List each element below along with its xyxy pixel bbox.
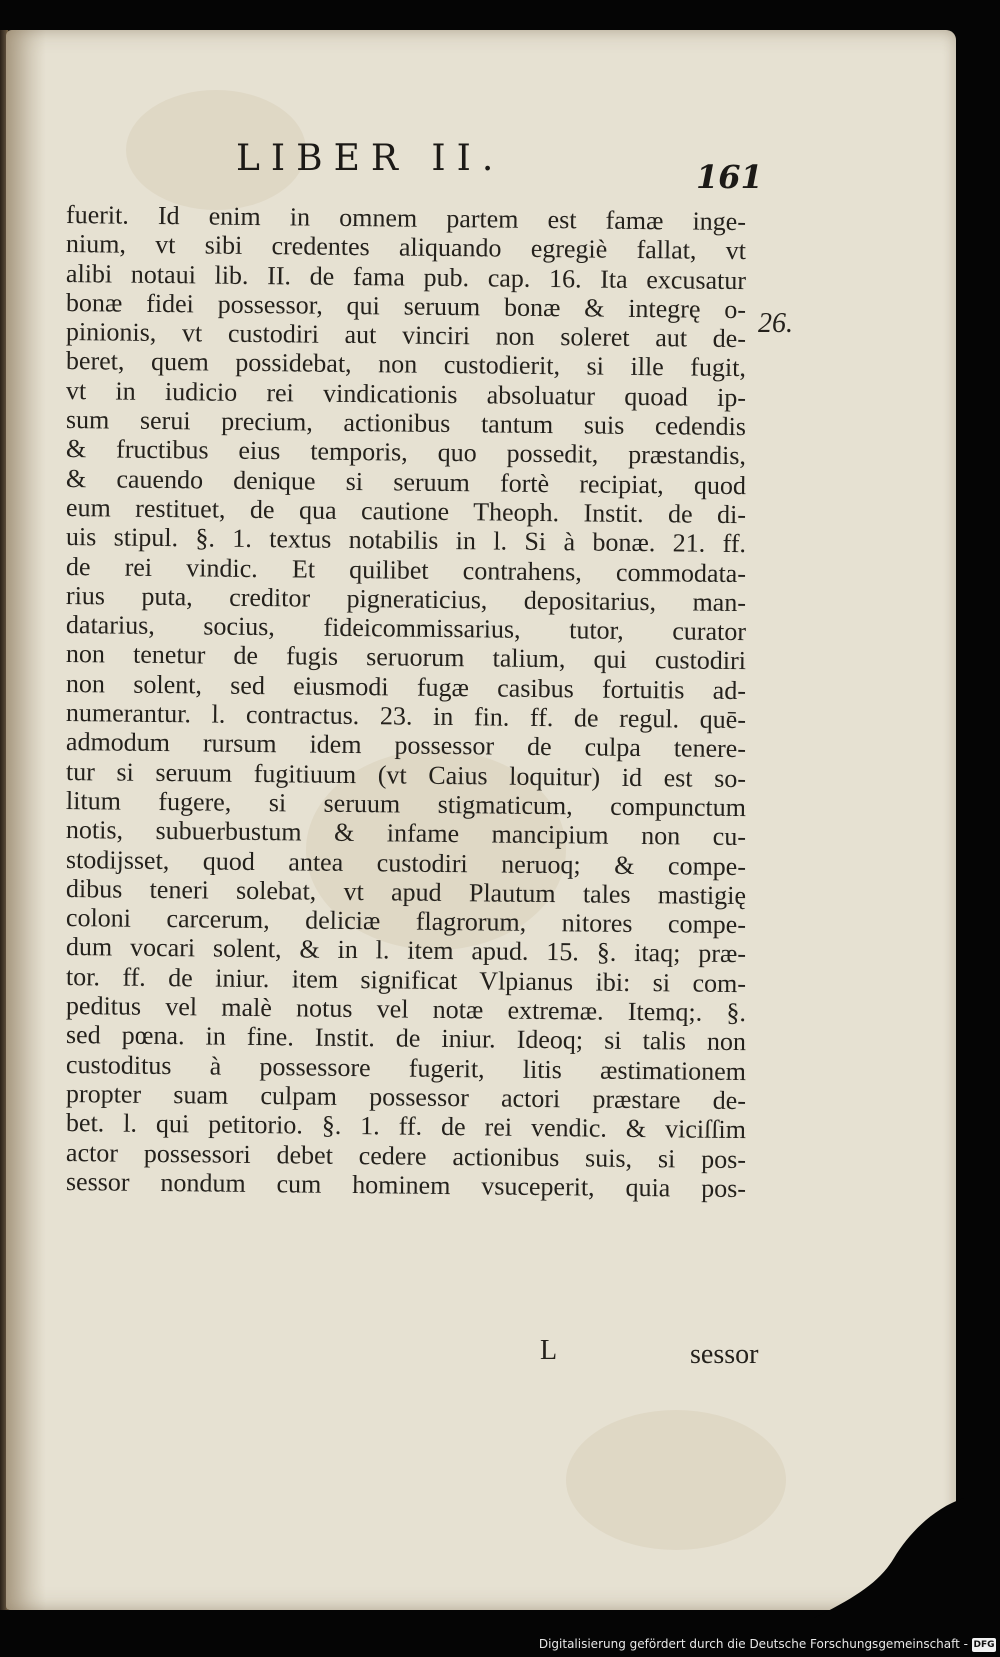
text-line: alibi notaui lib. II. de fama pub. cap. 16. Ita excusatur: [65, 258, 747, 295]
text-line: beret, quem possidebat, non custodierit, si ille fugit,: [65, 346, 747, 383]
text-line: bonæ fidei possessor, qui seruum bonæ & integrę o-: [65, 287, 747, 325]
text-line: nium, vt sibi credentes aliquando egregiè fallat, vt: [65, 229, 747, 266]
text-line: tor. ff. de iniur. item significat Vlpianus ibi: si com-: [65, 961, 747, 998]
text-line: tur si seruum fugitiuum (vt Caius loquitur) id est so-: [65, 756, 747, 793]
text-line: sed pœna. in fine. Instit. de iniur. Ideoq; si talis non: [65, 1020, 747, 1057]
text-line: vt in iudicio rei vindicationis absoluatur quoad ip-: [65, 375, 747, 412]
book-page: [6, 30, 956, 1610]
text-line: peditus vel malè notus vel notæ extremæ. Itemq;. §.: [65, 991, 747, 1028]
text-line: litum fugere, si seruum stigmaticum, compunctum: [65, 785, 747, 823]
paper-foxing: [566, 1410, 786, 1550]
text-line: custoditus à possessore fugerit, litis æstimationem: [65, 1049, 747, 1086]
torn-corner: [814, 1498, 964, 1618]
running-head: LIBER II.: [236, 138, 505, 179]
catchword: sessor: [690, 1339, 759, 1370]
text-line: fuerit. Id enim in omnem partem est famæ inge-: [65, 200, 747, 237]
body-text: [65, 200, 747, 1203]
text-line: & cauendo denique si seruum fortè recipiat, quod: [65, 463, 747, 500]
text-line: eum restituet, de qua cautione Theoph. Instit. de di-: [65, 492, 747, 530]
text-line: actor possessori debet cedere actionibus suis, si pos-: [65, 1137, 747, 1174]
text-line: de rei vindic. Et quilibet contrahens, commodata-: [65, 551, 747, 588]
dfg-logo-icon: DFG: [973, 1640, 995, 1650]
text-line: notis, subuerbustum & infame mancipium non cu-: [65, 815, 747, 852]
text-line: uis stipul. §. 1. textus notabilis in l. Si à bonæ. 21. ff.: [65, 522, 747, 559]
footer-credit: Digitalisierung gefördert durch die Deutsche Forschungsgemeinschaft -: [538, 1637, 968, 1651]
page-number: 161: [696, 158, 763, 196]
footer-bar: [0, 1629, 1000, 1657]
text-line: admodum rursum idem possessor de culpa tenere-: [65, 727, 747, 764]
text-line: datarius, socius, fideicommissarius, tutor, curator: [65, 610, 747, 647]
text-line: propter suam culpam possessor actori præstare de-: [65, 1078, 747, 1116]
text-line: rius puta, creditor pigneraticius, depositarius, man-: [65, 580, 747, 617]
text-line: stodijsset, quod antea custodiri neruoq; & compe-: [65, 844, 747, 881]
text-line: bet. l. qui petitorio. §. 1. ff. de rei vendic. & viciſſim: [65, 1108, 747, 1145]
text-line: sessor nondum cum hominem vsuceperit, quia pos-: [65, 1166, 747, 1203]
text-line: dibus teneri solebat, vt apud Plautum tales mastigię: [65, 873, 747, 910]
text-line: & fructibus eius temporis, quo possedit, præstandis,: [65, 434, 747, 471]
text-line: dum vocari solent, & in l. item apud. 15. §. itaq; præ-: [65, 932, 747, 969]
signature-mark: L: [540, 1335, 558, 1366]
text-line: non tenetur de fugis seruorum talium, qui custodiri: [65, 639, 747, 676]
text-line: pinionis, vt custodiri aut vinciri non soleret aut de-: [65, 317, 747, 354]
gutter-stain: [6, 30, 46, 1610]
margin-note: 26.: [758, 308, 793, 339]
text-line: coloni carcerum, deliciæ flagrorum, nitores compe-: [65, 903, 747, 940]
text-line: non solent, sed eiusmodi fugæ casibus fortuitis ad-: [65, 668, 747, 705]
text-line: sum serui precium, actionibus tantum suis cedendis: [65, 405, 747, 442]
text-line: numerantur. l. contractus. 23. in fin. ff. de regul. quē-: [65, 698, 747, 735]
